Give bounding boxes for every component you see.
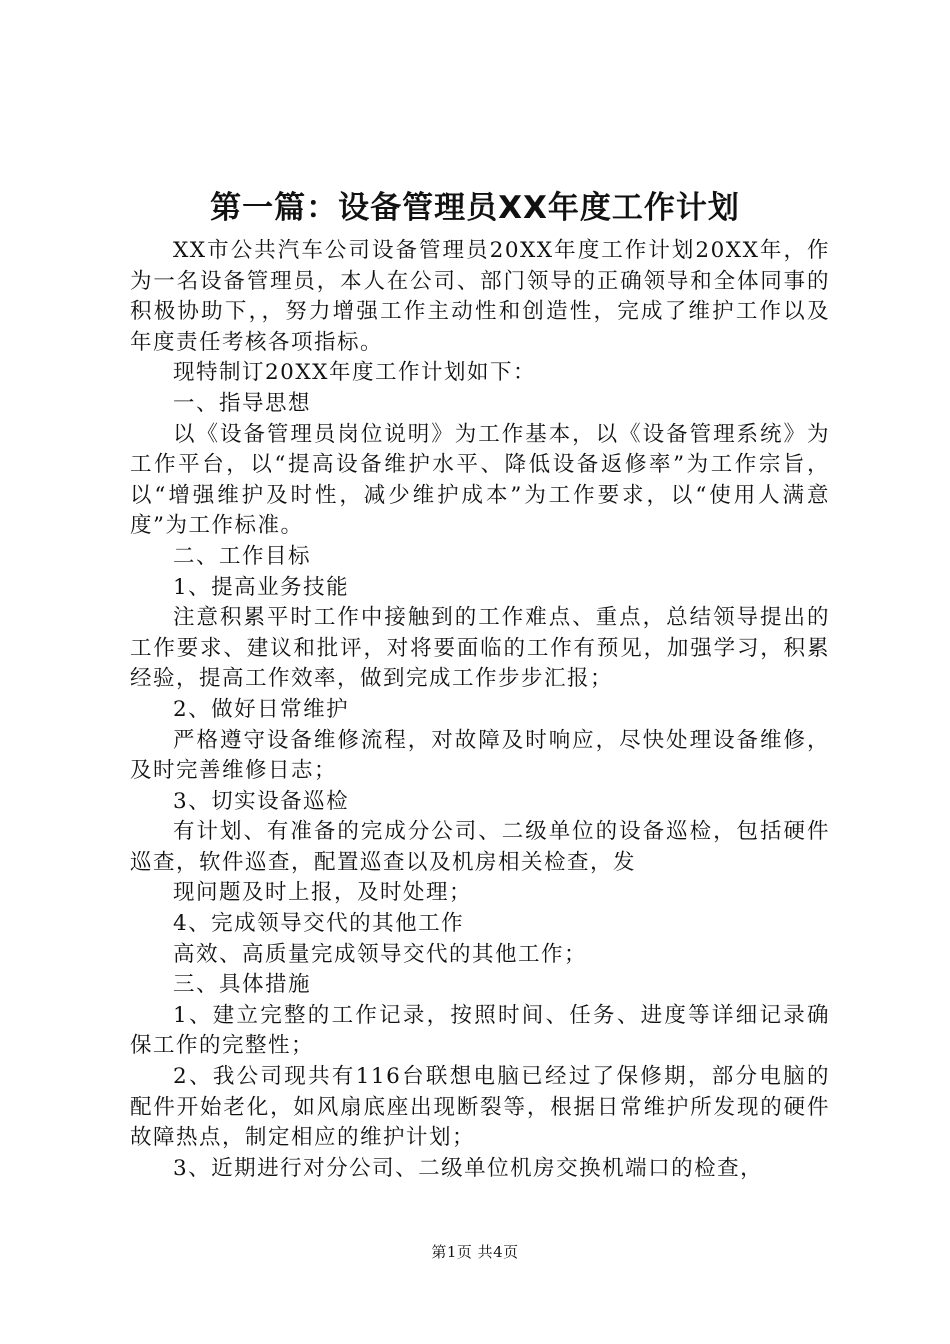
paragraph-measure-2: 2、我公司现共有116台联想电脑已经过了保修期，部分电脑的配件开始老化，如风扇底座出现断裂等，根据日常维护所发现的硬件故障热点，制定相应的维护计划；: [130, 1064, 830, 1151]
paragraph-skills: 注意积累平时工作中接触到的工作难点、重点，总结领导提出的工作要求、建议和批评，对将要面临的工作有预见，加强学习，积累经验，提高工作效率，做到完成工作步步汇报；: [130, 605, 830, 692]
paragraph-guiding-thought: 以《设备管理员岗位说明》为工作基本，以《设备管理系统》为工作平台，以“提高设备维护水平、降低设备返修率”为工作宗旨，以“增强维护及时性，减少维护成本”为工作要求，以“使用人满意度”为工作标准。: [130, 421, 830, 539]
paragraph-daily-maintenance: 严格遵守设备维修流程，对故障及时响应，尽快处理设备维修，及时完善维修日志；: [130, 727, 830, 784]
item-heading-daily-maintenance: 2、做好日常维护: [173, 696, 350, 722]
paragraph-measure-1: 1、建立完整的工作记录，按照时间、任务、进度等详细记录确保工作的完整性；: [130, 1002, 830, 1059]
paragraph-inspection-cont: 现问题及时上报，及时处理；: [173, 880, 473, 906]
paragraph-intro: XX市公共汽车公司设备管理员20XX年度工作计划20XX年，作为一名设备管理员，本人在公司、部门领导的正确领导和全体同事的积极协助下，，努力增强工作主动性和创造性，完成了维护工作以及年度责任考核各项指标。: [130, 238, 830, 355]
paragraph-other-work: 高效、高质量完成领导交代的其他工作；: [173, 941, 588, 967]
section-heading-measures: 三、具体措施: [173, 972, 312, 998]
document-title: 第一篇：设备管理员XX年度工作计划: [210, 190, 740, 226]
item-heading-other-work: 4、完成领导交代的其他工作: [173, 911, 465, 937]
paragraph-inspection: 有计划、有准备的完成分公司、二级单位的设备巡检，包括硬件巡查，软件巡查，配置巡查以及机房相关检查，发: [130, 819, 830, 875]
paragraph-plan-lead: 现特制订20XX年度工作计划如下：: [173, 360, 536, 386]
item-heading-inspection: 3、切实设备巡检: [173, 788, 350, 814]
item-heading-skills: 1、提高业务技能: [173, 574, 350, 600]
document-body: [130, 236, 830, 1184]
paragraph-measure-3: 3、近期进行对分公司、二级单位机房交换机端口的检查，: [173, 1155, 764, 1181]
section-heading-work-goals: 二、工作目标: [173, 543, 312, 569]
page-footer: 第1页 共4页: [431, 1243, 519, 1261]
section-heading-guiding-thought: 一、指导思想: [173, 390, 312, 416]
